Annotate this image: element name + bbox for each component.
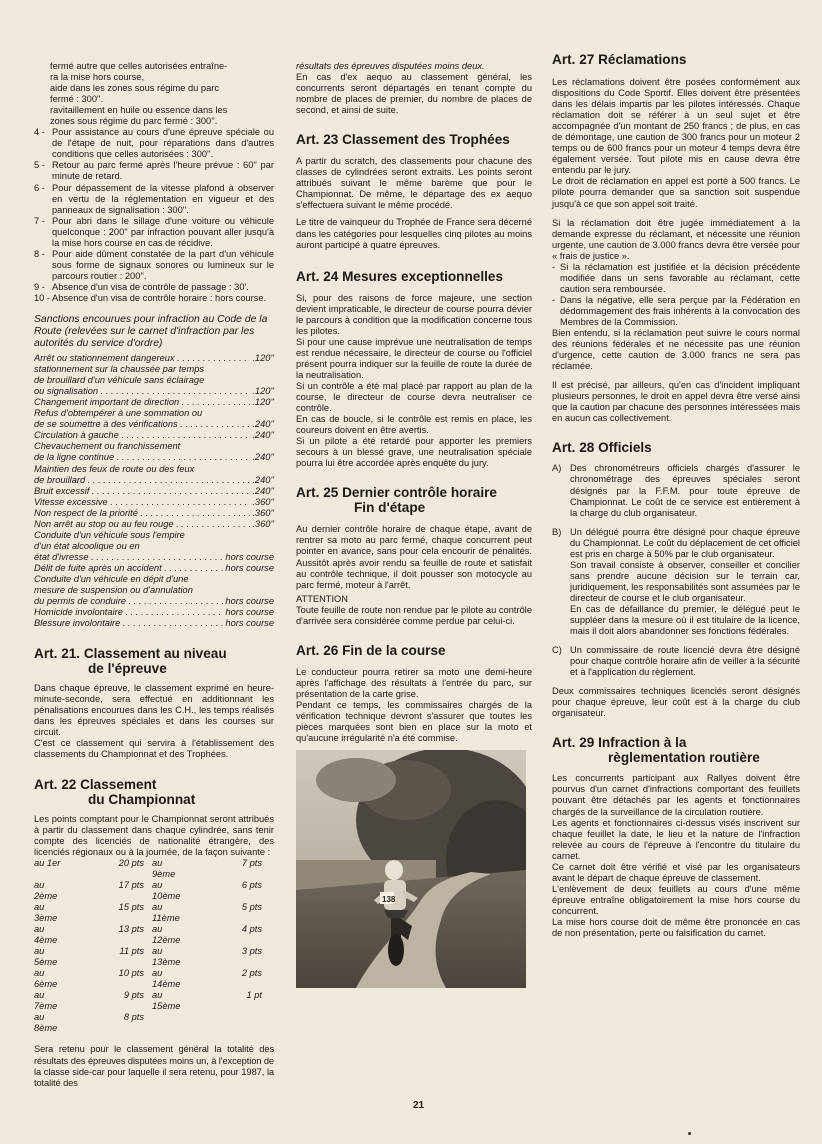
sanction-row: Non respect de la priorité . . . .360'' xyxy=(34,508,274,519)
art25-paragraph: Toute feuille de route non rendue par le pilote au contrôle d'arrivée sera considérée comme perdue par celui-ci. xyxy=(296,604,532,626)
points-row: au 5ème 11 pts xyxy=(34,946,144,968)
sanction-line: de brouillard d'un véhicule sans éclairage xyxy=(34,375,205,386)
penalty-item: 8 - Pour aide dûment constatée de la part d'un véhicule sous forme de signaux sonores ou lumineux sur le parcours routier : 200''. xyxy=(34,248,274,281)
sanction-row: Arrêt ou stationnement dangereux . . . .120'' xyxy=(34,353,274,364)
art26-paragraph: Le conducteur pourra retirer sa moto une demi-heure après l'affichage des résultats à l'entrée du parc, sur présentation de la carte grise. xyxy=(296,666,532,699)
art29-paragraph: La mise hors course doit de même être prononcée en cas de non présentation, perte ou falsification du carnet. xyxy=(552,917,800,939)
points-row: au 7ème 9 pts xyxy=(34,990,144,1012)
points-row xyxy=(152,1012,270,1034)
penalty-item: 5 - Retour au parc fermé après l'heure prévue : 60'' par minute de retard. xyxy=(34,160,274,182)
art23-paragraph: A partir du scratch, des classements pour chacune des classes de cylindrées seront extraits. Les points seront attribués suivant le même barème que pour le Championnat. De même, le départage des ex aequo s'effectuera suivant le même procédé. xyxy=(296,156,532,211)
art27-heading: Art. 27 Réclamations xyxy=(552,52,687,67)
art29-heading: Art. 29 Infraction à la règlementation routière xyxy=(552,735,760,766)
art26-heading: Art. 26 Fin de la course xyxy=(296,642,446,658)
points-row: au 9ème 7 pts xyxy=(152,857,262,879)
art29-paragraph: Les agents et fonctionnaires ci-dessus visés inscrivent sur chaque feuillet la date, le lieu et la nature de l'infraction relevée au cours de l'épreuve à l'encontre du titulaire du carnet. xyxy=(552,817,800,861)
print-mark xyxy=(688,1132,691,1135)
sanction-line: Refus d'obtempérer à une sommation ou xyxy=(34,408,203,419)
sanction-line: Conduite d'un véhicule sous l'empire xyxy=(34,529,185,540)
column-right xyxy=(552,52,800,939)
sanction-line: Conduite d'un véhicule en dépit d'une xyxy=(34,573,189,584)
points-row: au 12ème 4 pts xyxy=(152,924,262,946)
art24-heading: Art. 24 Mesures exceptionnelles xyxy=(296,268,504,284)
art22-heading: Art. 22 Classement du Championnat xyxy=(34,776,196,807)
art27-dash-item: - Si la réclamation est justifiée et la décision précédente modifiée dans un sens favorable au réclamant, cette caution sera remboursée. xyxy=(552,261,800,294)
sanction-line: d'un état alcoolique ou en xyxy=(34,540,140,551)
art23-heading: Art. 23 Classement des Trophées xyxy=(296,132,510,148)
penalty-item: 4 - Pour assistance au cours d'une épreuve spéciale ou de l'étape de nuit, pour réparations dans d'autres conditions que celles autorisées : 300''. xyxy=(34,127,274,160)
intro-line: ra la mise hors course, xyxy=(50,72,145,83)
sanction-row: Délit de fuite après un accident . . . hors course xyxy=(34,563,274,574)
sanction-row: de la ligne continue . . . .240'' xyxy=(34,452,274,463)
art25-heading: Art. 25 Dernier contrôle horaire Fin d'étape xyxy=(296,485,497,516)
continued-text: En cas d'ex aequo au classement général, les concurrents seront départagés en tenant compte du nombre de places de premier, du nombre de places de second, et ainsi de suite. xyxy=(296,72,532,116)
sanction-row: du permis de conduire . . . hors course xyxy=(34,596,274,607)
art27-paragraph: Il est précisé, par ailleurs, qu'en cas d'incident impliquant plusieurs personnes, le droit en appel devra être versé ainsi que la caution par chacune des personnes intéressées mais en aucun cas collectivement. xyxy=(552,380,800,424)
points-row: au 3ème 15 pts xyxy=(34,901,144,923)
points-row: au 4ème 13 pts xyxy=(34,924,144,946)
motorcycle-photo-image xyxy=(296,750,526,988)
art28-section-a: A) Des chronométreurs officiels chargés d'assurer le chronométrage des épreuves spéciales seront désignés par la F.F.M. pour toute épreuve de Championnat. Le coût de ce service est entièrement à la charge du club organisateur. xyxy=(552,463,800,518)
points-row: au 1er 20 pts xyxy=(34,857,144,868)
sanction-row: Homicide involontaire . . . hors course xyxy=(34,607,274,618)
art21-heading: Art. 21. Classement au niveau de l'épreuve xyxy=(34,646,227,677)
points-row: au 2ème 17 pts xyxy=(34,879,144,901)
sanction-row: Blessure involontaire . . . hors course xyxy=(34,618,274,629)
motorcycle-photo xyxy=(296,750,526,988)
art21-paragraph: C'est ce classement qui servira à l'établissement des classements du Championnat et des Trophées. xyxy=(34,738,274,760)
column-left xyxy=(34,61,274,1089)
art27-paragraph: Si la réclamation doit être jugée immédiatement à la demande expresse du réclamant, et nécessite une réunion urgente, une caution de 3.000 francs devra être versée pour « frais de justice ». xyxy=(552,217,800,261)
sanction-line: stationnement sur la chaussée par temps xyxy=(34,364,205,375)
points-row: au 11ème 5 pts xyxy=(152,901,262,923)
sanction-row: Circulation à gauche . . . .240'' xyxy=(34,430,274,441)
art24-paragraph: Si un contrôle a été mal placé par rapport au plan de la course, le directeur de course devra neutraliser ce contrôle. xyxy=(296,380,532,414)
art24-paragraph: En cas de boucle, si le contrôle est remis en place, les coureurs doivent en être avertis. xyxy=(296,414,532,436)
penalty-item: 9 - Absence d'un visa de contrôle de passage : 30'. xyxy=(34,281,249,292)
sanction-row: état d'ivresse . . . hors course xyxy=(34,552,274,563)
column-middle xyxy=(296,61,532,988)
points-row: au 14ème 2 pts xyxy=(152,968,262,990)
art24-paragraph: Si un pilote a été retardé pour apporter les premiers secours à un blessé grave, une neutralisation spéciale pourra lui être accordée après enquête du jury. xyxy=(296,436,532,469)
art25-paragraph: Au dernier contrôle horaire de chaque étape, avant de rentrer sa moto au parc fermé, chaque concurrent peut pointer en avance, sans pour cela encourir de pénalités. Aussitôt après avoir rendu sa feuille de route et satisfait au contrôle technique, il doit pousser son motocycle au parc fermé, moteur à l'arrêt. xyxy=(296,524,532,590)
art27-paragraph: Les réclamations doivent être posées conformément aux dispositions du Code Sportif. Elles doivent être présentées dans les délais impartis par les pilotes intéressés. Chaque réclamation doit se référer à un seul sujet et être accompagnée d'un montant de 250 francs ; de plus, en cas de démontage, une caution de 300 francs pour un moteur 2 temps ou de 600 francs pour un moteur 4 temps devra être également versée. Tout pilote mis en cause devra être entendu par le jury. xyxy=(552,77,800,176)
art23-paragraph: Le titre de vainqueur du Trophée de France sera décerné dans les catégories pour lesquelles cinq pilotes au moins auront participé à quatre épreuves. xyxy=(296,217,532,250)
sanction-row: de se soumettre à des vérifications . . . .240'' xyxy=(34,419,274,430)
art24-paragraph: Si, pour des raisons de force majeure, une section devient impraticable, le directeur de course pourra dévier le parcours à condition que la modification concerne tous les pilotes. xyxy=(296,292,532,336)
page-number: 21 xyxy=(413,1100,425,1111)
art27-paragraph: Bien entendu, si la réclamation peut suivre le cours normal des réunions fédérales et ne nécessite pas une réunion d'urgence, cette caution de 3.000 francs ne sera pas réclamée. xyxy=(552,328,800,372)
sanction-row: de brouillard . . . .240'' xyxy=(34,475,274,486)
continued-text: résultats des épreuves disputées moins deux. xyxy=(296,61,485,71)
intro-line: fermé : 300''. xyxy=(50,94,104,105)
art29-paragraph: Les concurrents participant aux Rallyes doivent être pourvus d'un carnet d'infractions comportant des feuillets pouvant être détachés par les agents et fonctionnaires chargés de la surveillance de la circulation routière. xyxy=(552,773,800,817)
art27-dash-item: - Dans la négative, elle sera perçue par la Fédération en dédommagement des frais inhérents à la convocation des Membres de la Commission. xyxy=(552,294,800,327)
art22-paragraph: Les points comptant pour le Championnat seront attribués à partir du classement dans chaque cylindrée, sans tenir compte des licenciés de nationalité étrangère, des licenciés régionaux ou à la journée, de la façon suivante : xyxy=(34,813,274,857)
art28-heading: Art. 28 Officiels xyxy=(552,440,652,456)
penalty-list xyxy=(34,127,274,304)
points-row: au 13ème 3 pts xyxy=(152,946,262,968)
penalty-item: 6 - Pour dépassement de la vitesse plafond à observer en vertu de la réglementation en vigueur et des panneaux de signalisation : 300''. xyxy=(34,182,274,215)
points-row: au 6ème 10 pts xyxy=(34,968,144,990)
art28-section-b: B) Un délégué pourra être désigné pour chaque épreuve du Championnat. Le coût du déplacement de cet officiel est pris en charge à 50% par le club organisateur. Son travail consiste à observer, conseiller et concilier sans prendre aucune décision sur le terrain car, juridiquement, les responsabilités sont assumées par le directeur de course et le club organisateur. En cas de défaillance du premier, le délégué peut le suppléer dans la mesure où il est titulaire de la licence, mais il doit alors abandonner ses fonctions fédérales. xyxy=(552,526,800,637)
art26-paragraph: Pendant ce temps, les commissaires chargés de la vérification technique devront s'assurer que toutes les pièces marquées sont bien en place sur la moto et qu'aucune irrégularité n'a été commise. xyxy=(296,699,532,744)
art29-paragraph: Ce carnet doit être vérifié et visé par les organisateurs avant le départ de chaque épreuve de classement. xyxy=(552,861,800,883)
art27-paragraph: Le droit de réclamation en appel est porté à 500 francs. Le pilote pourra demander que sa sanction soit suspendue jusqu'à ce que son appel soit traité. xyxy=(552,176,800,209)
art21-paragraph: Dans chaque épreuve, le classement exprimé en heure-minute-seconde, sera effectué en additionnant les pénalisations encourues dans les C.H., les temps réalisés dans les épreuves spéciales et dans les courses sur circuit. xyxy=(34,683,274,738)
points-row: au 8ème 8 pts xyxy=(34,1012,144,1034)
penalty-item: 7 - Pour abri dans le sillage d'une voiture ou véhicule quelconque : 200'' par infraction pouvant aller jusqu'à la mise hors course en cas de récidive. xyxy=(34,215,274,248)
intro-line: fermé autre que celles autorisées entraîne- xyxy=(50,61,228,71)
sanction-line: Chevauchement ou franchissement xyxy=(34,441,181,452)
race-number: 138 xyxy=(382,895,396,905)
art28-paragraph: Deux commissaires techniques licenciés seront désignés pour chaque épreuve, leur coût est à la charge du club organisateur. xyxy=(552,686,800,719)
sanction-line: mesure de suspension ou d'annulation xyxy=(34,585,193,596)
intro-block xyxy=(34,61,274,127)
intro-line: zones sous régime du parc fermé : 300''. xyxy=(50,116,218,127)
sanction-row: Changement important de direction . . . .120'' xyxy=(34,397,274,408)
sanction-row: Vitesse excessive . . . .360'' xyxy=(34,497,274,508)
points-table xyxy=(34,858,274,1035)
sanctions-table xyxy=(34,353,274,629)
art25-attention: ATTENTION xyxy=(296,593,348,604)
points-row: au 10ème 6 pts xyxy=(152,879,262,901)
sanction-line: Maintien des feux de route ou des feux xyxy=(34,463,195,474)
art28-section-c: C) Un commissaire de route licencié devra être désigné pour chaque contrôle horaire afin de veiller à la sécurité et à l'application du règlement. xyxy=(552,645,800,678)
penalty-item: 10 - Absence d'un visa de contrôle horaire : hors course. xyxy=(34,292,267,303)
sanctions-title: Sanctions encourues pour infraction au Code de la Route (relevées sur le carnet d'infraction par les autorités du service d'ordre) xyxy=(34,314,268,350)
art24-paragraph: Si pour une cause imprévue une neutralisation de temps est rendue nécessaire, le directeur de course ou l'officiel présent pourra indiquer sur la feuille de route la durée de la neutralisation. xyxy=(296,336,532,380)
intro-line: ravitaillement en huile ou essence dans les xyxy=(50,105,228,116)
art22-paragraph: Sera retenu pour le classement général la totalité des résultats des épreuves disputées moins un, à l'exception de la classe side-car pour laquelle il sera retenu, pour 1987, la totalité des xyxy=(34,1044,274,1088)
sanction-row: Bruit excessif . . . .240'' xyxy=(34,486,274,497)
points-row: au 15ème 1 pt xyxy=(152,990,262,1012)
sanction-row: ou signalisation . . . .120'' xyxy=(34,386,274,397)
sanction-row: Non arrêt au stop ou au feu rouge . . . .360'' xyxy=(34,519,274,530)
intro-line: aide dans les zones sous régime du parc xyxy=(50,83,219,94)
art29-paragraph: L'enlèvement de deux feuillets au cours d'une même épreuve entraîne obligatoirement la mise hors course du concurrent. xyxy=(552,883,800,916)
